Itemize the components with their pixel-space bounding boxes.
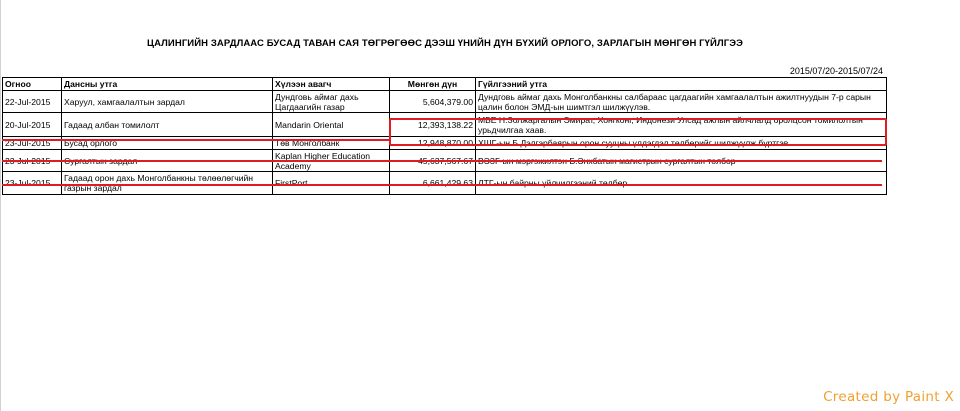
cell-date: 22-Jul-2015	[3, 91, 62, 113]
cell-description: ЛТГ-ын байрны үйлчилгээний төлбөр	[476, 172, 887, 195]
cell-recipient: Дундговь аймаг дахь Цагдаагийн газар	[273, 91, 390, 113]
table-row	[3, 150, 887, 172]
table-row	[3, 91, 887, 113]
table-row	[3, 137, 887, 150]
date-range: 2015/07/20-2015/07/24	[789, 66, 883, 76]
cell-date: 23-Jul-2015	[3, 150, 62, 172]
page-edge	[0, 0, 1, 411]
cell-amount: 6,661,429.63	[390, 172, 476, 195]
cell-recipient: Төв Монголбанк	[273, 137, 390, 150]
header-amount: Мөнгөн дүн	[390, 78, 476, 91]
header-account: Дансны утга	[62, 78, 273, 91]
cell-account: Гадаад орон дахь Монголбанкны төлөөлөгчийн газрын зардал	[62, 172, 273, 195]
cell-amount: 12,393,138.22	[390, 113, 476, 137]
cell-recipient: Mandarin Oriental	[273, 113, 390, 137]
header-recipient: Хүлээн авагч	[273, 78, 390, 91]
cell-account: Бусад орлого	[62, 137, 273, 150]
table-row	[3, 172, 887, 195]
cell-amount: 45,637,567.67	[390, 150, 476, 172]
cell-description: ХШГ-ын Б.Дэлгэрбаярын орон сууцны үлдэгдэл төлбөрийг шилжүүлж бүртгэв.	[476, 137, 887, 150]
cell-description: МБЕ Н.Золжаргалын Эмират, Хонгконг, Индонези Улсад ажлын айлчлалд оролцсон томилолтын урьдчилгаа хаав.	[476, 113, 887, 137]
cell-account: Харуул, хамгаалалтын зардал	[62, 91, 273, 113]
cell-description: ВЭЗГ-ын мэргэжилтэн Б.Энхбатын магистрын сургалтын төлбөр	[476, 150, 887, 172]
cell-date: 20-Jul-2015	[3, 113, 62, 137]
cell-date: 23-Jul-2015	[3, 172, 62, 195]
header-description: Гүйлгээний утга	[476, 78, 887, 91]
cell-amount: 5,604,379.00	[390, 91, 476, 113]
cell-amount: 12,948,870.00	[390, 137, 476, 150]
cell-recipient: FirstPort	[273, 172, 390, 195]
transactions-table	[2, 77, 887, 195]
cell-account: Гадаад албан томилолт	[62, 113, 273, 137]
cell-date: 23-Jul-2015	[3, 137, 62, 150]
report-title: ЦАЛИНГИЙН ЗАРДЛААС БУСАД ТАВАН САЯ ТӨГРӨГӨӨС ДЭЭШ ҮНИЙН ДҮН БҮХИЙ ОРЛОГО, ЗАРЛАГЫН МӨНГӨН ГҮЙЛГЭЭ	[147, 38, 743, 49]
cell-description: Дундговь аймаг дахь Монголбанкны салбараас цагдаагийн хамгаалалтын ажилтнуудын 7-р сарын цалин болон ЭМД-ын шимтгэл шилжүүлэв.	[476, 91, 887, 113]
watermark: Created by Paint X	[823, 389, 954, 405]
table-row	[3, 113, 887, 137]
cell-recipient: Kaplan Higher Education Academy	[273, 150, 390, 172]
cell-account: Сургалтын зардал	[62, 150, 273, 172]
table-header-row	[3, 78, 887, 91]
header-date: Огноо	[3, 78, 62, 91]
